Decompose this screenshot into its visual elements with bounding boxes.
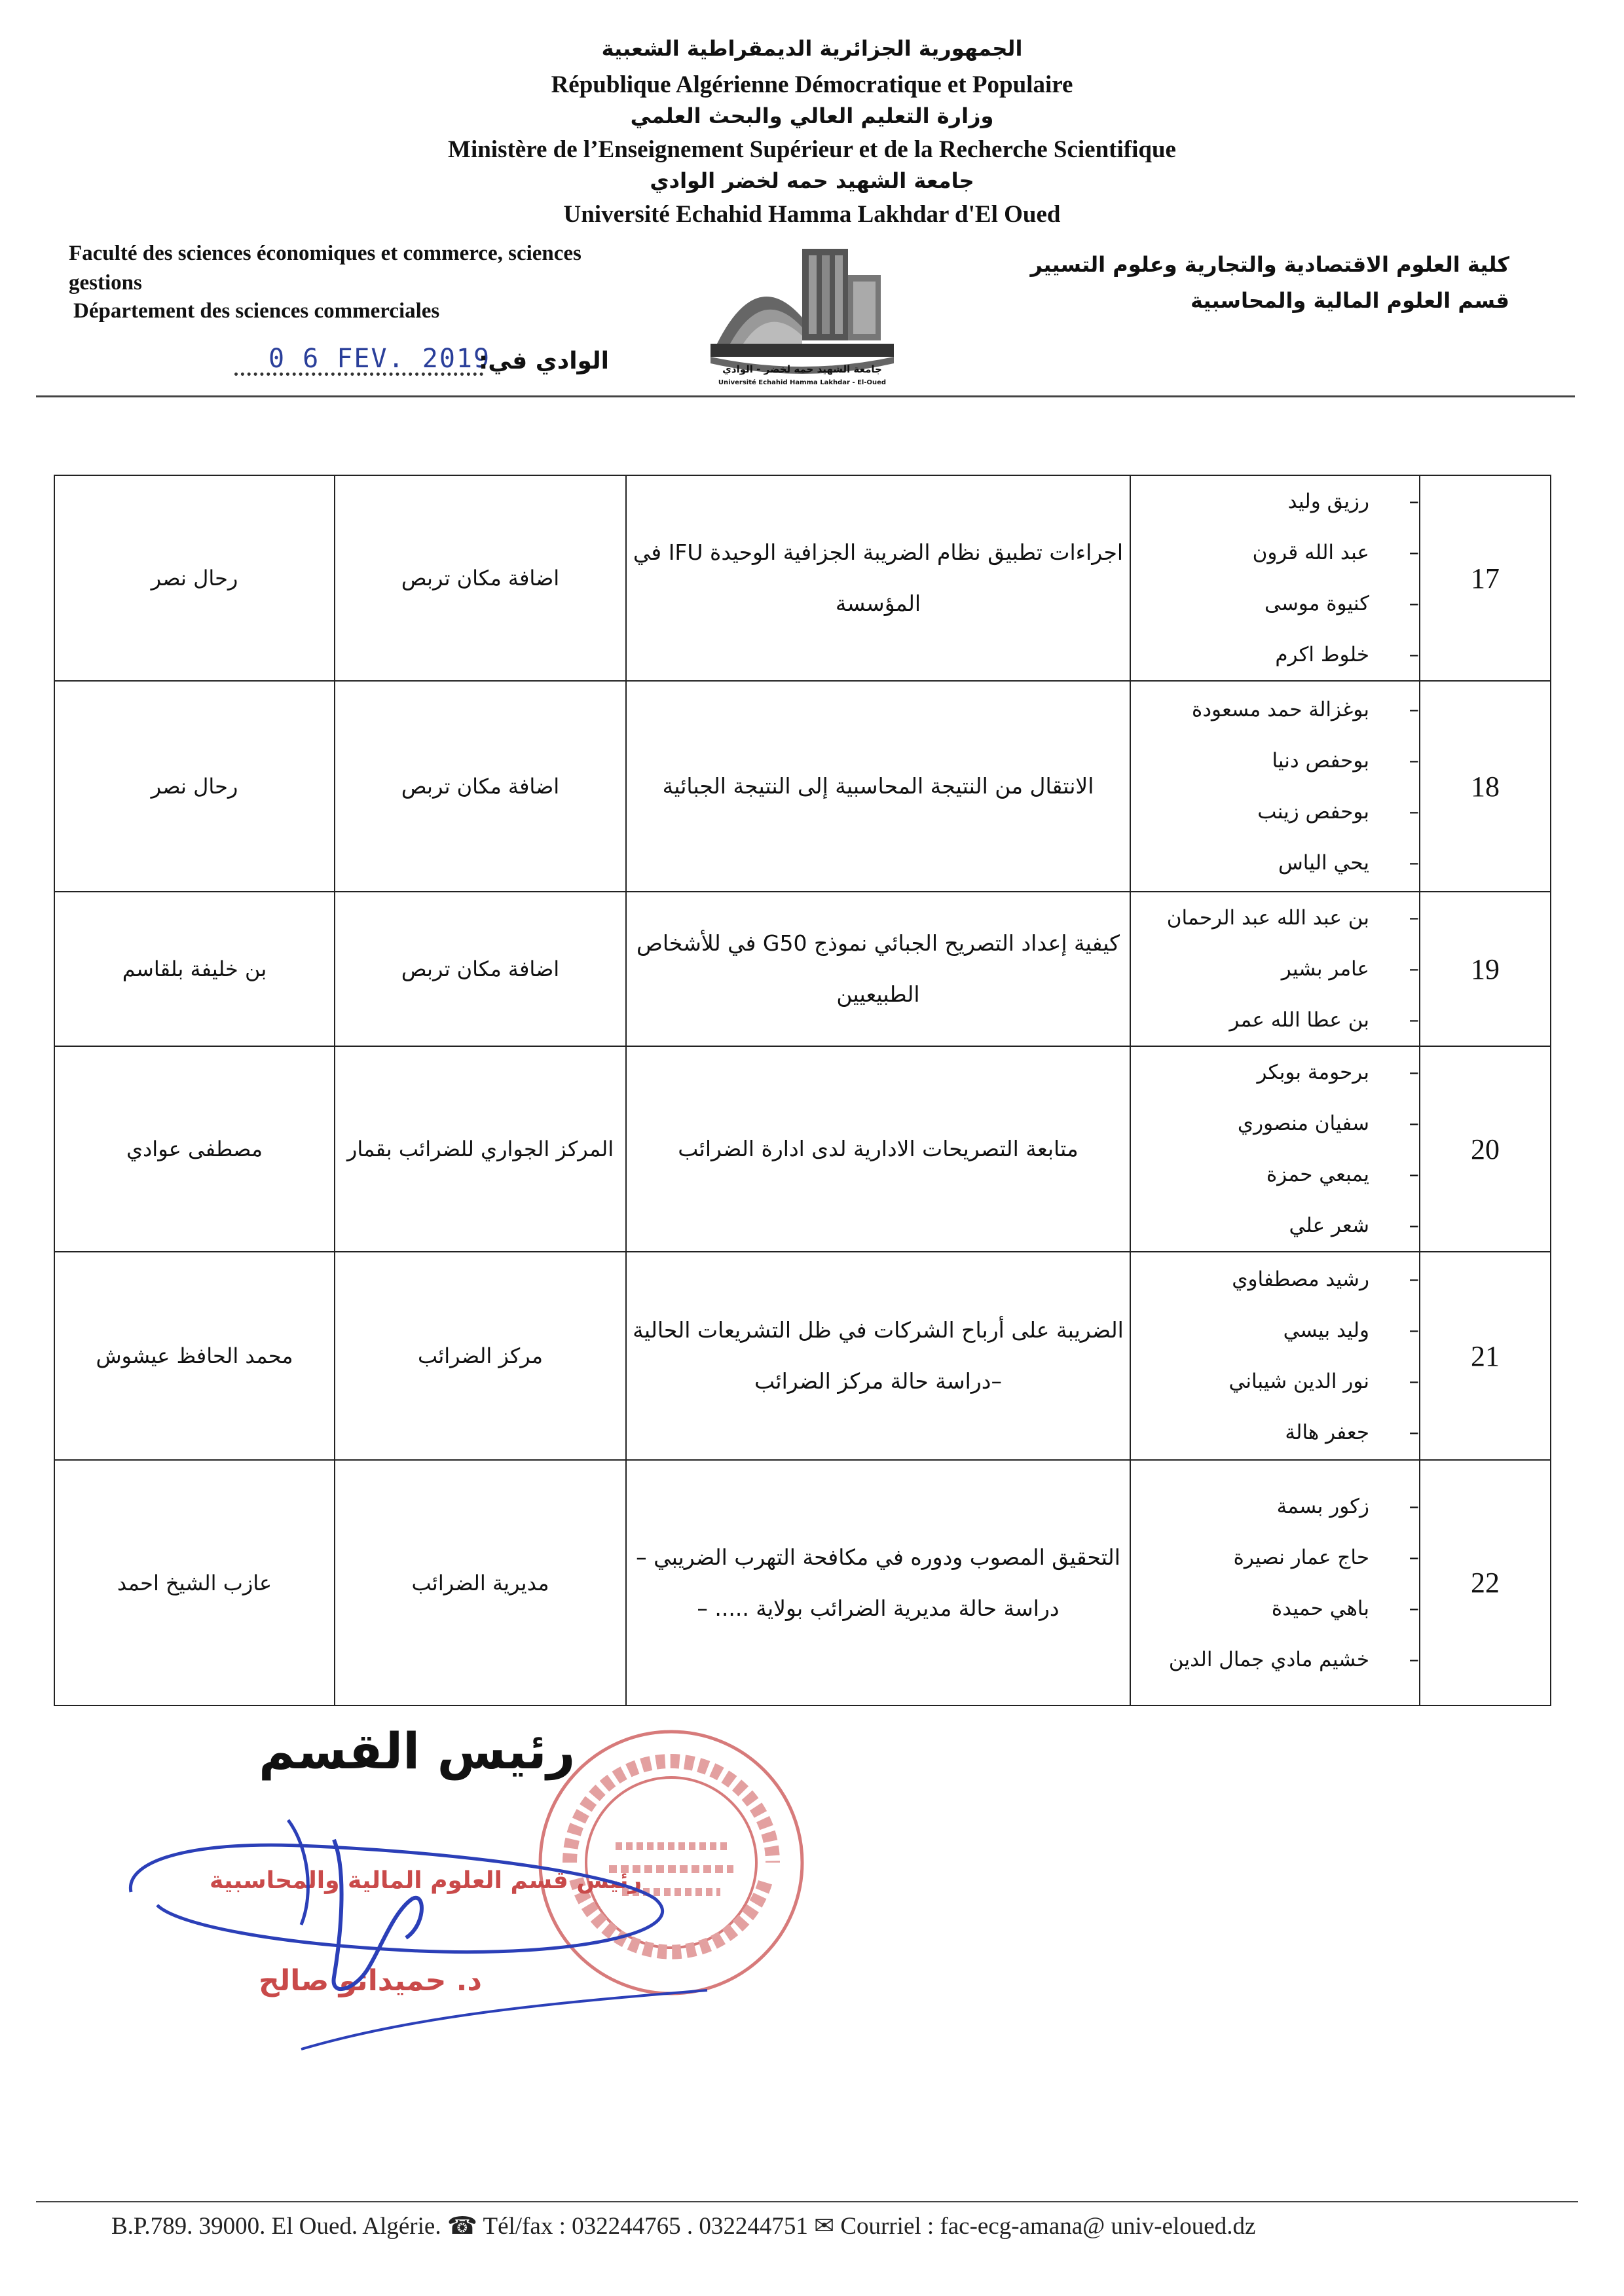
topic-cell: الضريبة على أرباح الشركات في ظل التشريعات الحالية –دراسة حالة مركز الضرائب xyxy=(626,1252,1130,1460)
students-cell xyxy=(1130,681,1420,892)
student-name: – بن عطا الله عمر xyxy=(1131,994,1419,1046)
ar-ministry-title: وزارة التعليم العالي والبحث العلمي xyxy=(630,103,994,128)
student-name: – برحومة بوبكر xyxy=(1131,1047,1419,1098)
student-name: – كنيوة موسى xyxy=(1131,578,1419,629)
internship-place-cell: اضافة مكان تربص xyxy=(335,681,626,892)
students-cell xyxy=(1130,1046,1420,1252)
footer-divider xyxy=(36,2201,1578,2202)
department-head-title: رئيس القسم xyxy=(259,1722,576,1780)
fr-republic-title: République Algérienne Démocratique et Populaire xyxy=(551,71,1073,98)
projects-table xyxy=(54,475,1551,1706)
fr-faculty-line-1: Faculté des sciences économiques et commerce, sciences xyxy=(69,242,581,265)
students-cell xyxy=(1130,1460,1420,1705)
university-logo xyxy=(704,239,900,396)
ar-department: قسم العلوم المالية والمحاسبية xyxy=(1190,288,1509,313)
header-divider xyxy=(36,395,1575,397)
student-name: – رزيق وليد xyxy=(1131,476,1419,527)
internship-place-cell: اضافة مكان تربص xyxy=(335,892,626,1046)
group-number: 18 xyxy=(1420,681,1551,892)
student-name: – جعفر هالة xyxy=(1131,1407,1419,1458)
internship-place-cell: مركز الضرائب xyxy=(335,1252,626,1460)
students-cell xyxy=(1130,892,1420,1046)
group-number: 20 xyxy=(1420,1046,1551,1252)
table-row xyxy=(54,892,1551,1046)
table-row xyxy=(54,681,1551,892)
logo-text-fr: Université Echahid Hamma Lakhdar - El-Oued xyxy=(718,379,887,386)
date-value: 0 6 FEV. 2019 xyxy=(268,344,491,374)
topic-cell: متابعة التصريحات الادارية لدى ادارة الضرائب xyxy=(626,1046,1130,1252)
supervisor-cell: مصطفى عوادي xyxy=(54,1046,335,1252)
fr-faculty-line-2: gestions xyxy=(69,271,142,295)
topic-cell: الانتقال من النتيجة المحاسبية إلى النتيجة الجبائية xyxy=(626,681,1130,892)
supervisor-cell: عازب الشيخ احمد xyxy=(54,1460,335,1705)
students-cell xyxy=(1130,1252,1420,1460)
student-name: – خلوط اكرم xyxy=(1131,629,1419,680)
student-name: – عامر بشير xyxy=(1131,943,1419,994)
table-row xyxy=(54,475,1551,681)
supervisor-cell: رحال نصر xyxy=(54,475,335,681)
supervisor-cell: رحال نصر xyxy=(54,681,335,892)
student-name: – وليد بيسي xyxy=(1131,1305,1419,1356)
group-number: 19 xyxy=(1420,892,1551,1046)
topic-cell: اجراءات تطبيق نظام الضريبة الجزافية الوحيدة IFU في المؤسسة xyxy=(626,475,1130,681)
fr-university-title: Université Echahid Hamma Lakhdar d'El Oued xyxy=(563,201,1061,228)
table-row xyxy=(54,1460,1551,1705)
fr-department: Département des sciences commerciales xyxy=(73,299,440,323)
students-cell xyxy=(1130,475,1420,681)
supervisor-cell: محمد الحافظ عيشوش xyxy=(54,1252,335,1460)
topic-cell: التحقيق المصوب ودوره في مكافحة التهرب الضريبي –دراسة حالة مديرية الضرائب بولاية ..... – xyxy=(626,1460,1130,1705)
group-number: 22 xyxy=(1420,1460,1551,1705)
ar-faculty: كلية العلوم الاقتصادية والتجارية وعلوم التسيير xyxy=(1030,252,1509,277)
student-name: – نور الدين شيباني xyxy=(1131,1356,1419,1407)
table-row xyxy=(54,1252,1551,1460)
table-row xyxy=(54,1046,1551,1252)
student-name: – سفيان منصوري xyxy=(1131,1098,1419,1149)
footer-contact: B.P.789. 39000. El Oued. Algérie. ☎ Tél/fax : 032244765 . 032244751 ✉ Courriel : fac-ecg-amana@ univ-eloued.dz xyxy=(111,2213,1256,2240)
internship-place-cell: مديرية الضرائب xyxy=(335,1460,626,1705)
supervisor-cell: بن خليفة بلقاسم xyxy=(54,892,335,1046)
student-name: – عبد الله قرون xyxy=(1131,527,1419,578)
student-name: – يحي الياس xyxy=(1131,837,1419,888)
group-number: 21 xyxy=(1420,1252,1551,1460)
student-name: – حاج عمار نصيرة xyxy=(1131,1532,1419,1583)
student-name: – باهي حميدة xyxy=(1131,1583,1419,1634)
topic-cell: كيفية إعداد التصريح الجبائي نموذج G50 في للأشخاص الطبيعيين xyxy=(626,892,1130,1046)
student-name: – خشيم مادي جمال الدين xyxy=(1131,1634,1419,1685)
logo-text-ar: جامعة الشهيد حمه لخضر - الوادي xyxy=(722,363,882,375)
student-name: – رشيد مصطفاوي xyxy=(1131,1254,1419,1305)
student-name: – بوغزالة حمد مسعودة xyxy=(1131,684,1419,735)
ar-university-title: جامعة الشهيد حمه لخضر الوادي xyxy=(650,168,974,193)
student-name: – بوحفص دنيا xyxy=(1131,735,1419,786)
student-name: – شعر علي xyxy=(1131,1200,1419,1251)
student-name: – بن عبد الله عبد الرحمان xyxy=(1131,892,1419,943)
student-name: – زكور بسمة xyxy=(1131,1481,1419,1532)
ar-republic-title: الجمهورية الجزائرية الديمقراطية الشعبية xyxy=(601,36,1023,61)
fr-ministry-title: Ministère de l’Enseignement Supérieur et de la Recherche Scientifique xyxy=(448,136,1176,163)
date-label: الوادي في: xyxy=(478,348,609,374)
department-head-name: د. حميداتو صالح xyxy=(259,1964,482,1997)
stamp-department-line: رئيس قسم العلوم المالية والمحاسبية xyxy=(210,1867,642,1894)
internship-place-cell: اضافة مكان تربص xyxy=(335,475,626,681)
date-line xyxy=(229,344,609,390)
handwritten-signature xyxy=(118,1741,773,2108)
group-number: 17 xyxy=(1420,475,1551,681)
student-name: – يمبعي حمزة xyxy=(1131,1149,1419,1200)
internship-place-cell: المركز الجواري للضرائب بقمار xyxy=(335,1046,626,1252)
student-name: – بوحفص زينب xyxy=(1131,786,1419,837)
